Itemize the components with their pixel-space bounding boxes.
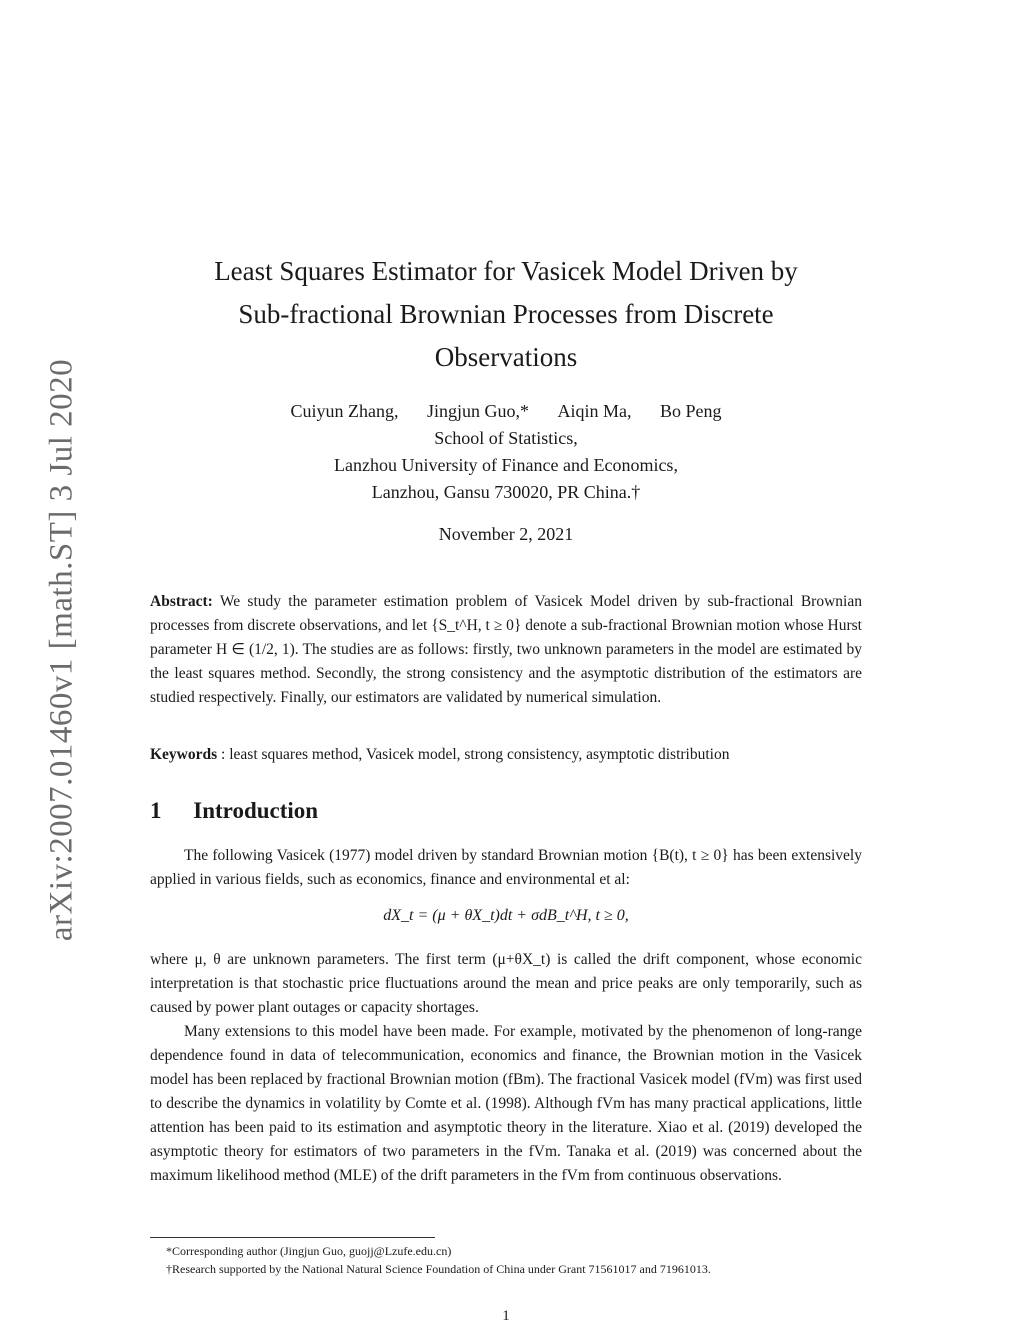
author-names (150, 398, 862, 425)
author-name: Aiqin Ma, (557, 401, 632, 421)
affiliation-line: Lanzhou, Gansu 730020, PR China.† (371, 482, 641, 502)
paragraph (150, 948, 862, 1020)
section-number: 1 (150, 798, 162, 823)
page-number: 1 (502, 1308, 510, 1324)
paper-title (150, 250, 862, 379)
author-name: Cuiyun Zhang, (290, 401, 399, 421)
title-line: Least Squares Estimator for Vasicek Model Driven by (214, 256, 798, 286)
footnote-divider (150, 1237, 435, 1238)
section-heading (150, 798, 318, 824)
paper-date: November 2, 2021 (438, 524, 574, 544)
footnote: †Research supported by the National Natural Science Foundation of China under Grant 71561017 and 71961013. (166, 1262, 711, 1276)
author-name: Jingjun Guo,* (426, 401, 529, 421)
keywords-text: : least squares method, Vasicek model, strong consistency, asymptotic distribution (221, 746, 730, 763)
equation: dX_t = (μ + θX_t)dt + σdB_t^H, t ≥ 0, (383, 907, 629, 924)
paragraph-text: where μ, θ are unknown parameters. The first term (μ+θX_t) is called the drift component, whose economic interpretation is that stochastic price fluctuations around the mean and price peaks are only temporarily, such as caused by power plant outages or capacity shortages. (150, 951, 862, 1016)
paragraph (150, 844, 862, 892)
abstract (150, 590, 862, 710)
abstract-text: We study the parameter estimation problem of Vasicek Model driven by sub-fractional Brownian processes from discrete observations, and let {S_t^H, t ≥ 0} denote a sub-fractional Brownian motion whose Hurst parameter H ∈ (1/2, 1). The studies are as follows: firstly, two unknown parameters in the model are estimated by the least squares method. Secondly, the strong consistency and the asymptotic distribution of the estimators are studied respectively. Finally, our estimators are validated by numerical simulation. (150, 593, 862, 706)
affiliation-line: School of Statistics, (434, 428, 578, 448)
author-name: Bo Peng (660, 401, 722, 421)
title-line: Observations (434, 342, 578, 372)
section-title: Introduction (193, 798, 319, 823)
paragraph-text: The following Vasicek (1977) model driven by standard Brownian motion {B(t), t ≥ 0} has been extensively applied in various fields, such as economics, finance and environmental et al: (150, 847, 862, 888)
keywords-label: Keywords (150, 746, 218, 763)
title-line: Sub-fractional Brownian Processes from Discrete (238, 299, 774, 329)
footnote: *Corresponding author (Jingjun Guo, guojj@Lzufe.edu.cn) (166, 1244, 452, 1258)
paragraph-text: Many extensions to this model have been made. For example, motivated by the phenomenon of long-range dependence found in data of telecommunication, economics and finance, the Brownian motion in the Vasicek model has been replaced by fractional Brownian motion (fBm). The fractional Vasicek model (fVm) was first used to describe the dynamics in volatility by Comte et al. (1998). Although fVm has many practical applications, little attention has been paid to its estimation and asymptotic theory in the literature. Xiao et al. (2019) developed the asymptotic theory for estimators of two parameters in the fVm. Tanaka et al. (2019) was concerned about the maximum likelihood method (MLE) of the drift parameters in the fVm from continuous observations. (150, 1023, 862, 1184)
abstract-label: Abstract: (150, 593, 213, 610)
keywords (150, 744, 862, 766)
author-block (150, 398, 862, 506)
affiliation-line: Lanzhou University of Finance and Economics, (334, 455, 678, 475)
footnotes (150, 1242, 880, 1278)
paragraph (150, 1020, 862, 1188)
arxiv-identifier: arXiv:2007.01460v1 [math.ST] 3 Jul 2020 (43, 358, 80, 942)
